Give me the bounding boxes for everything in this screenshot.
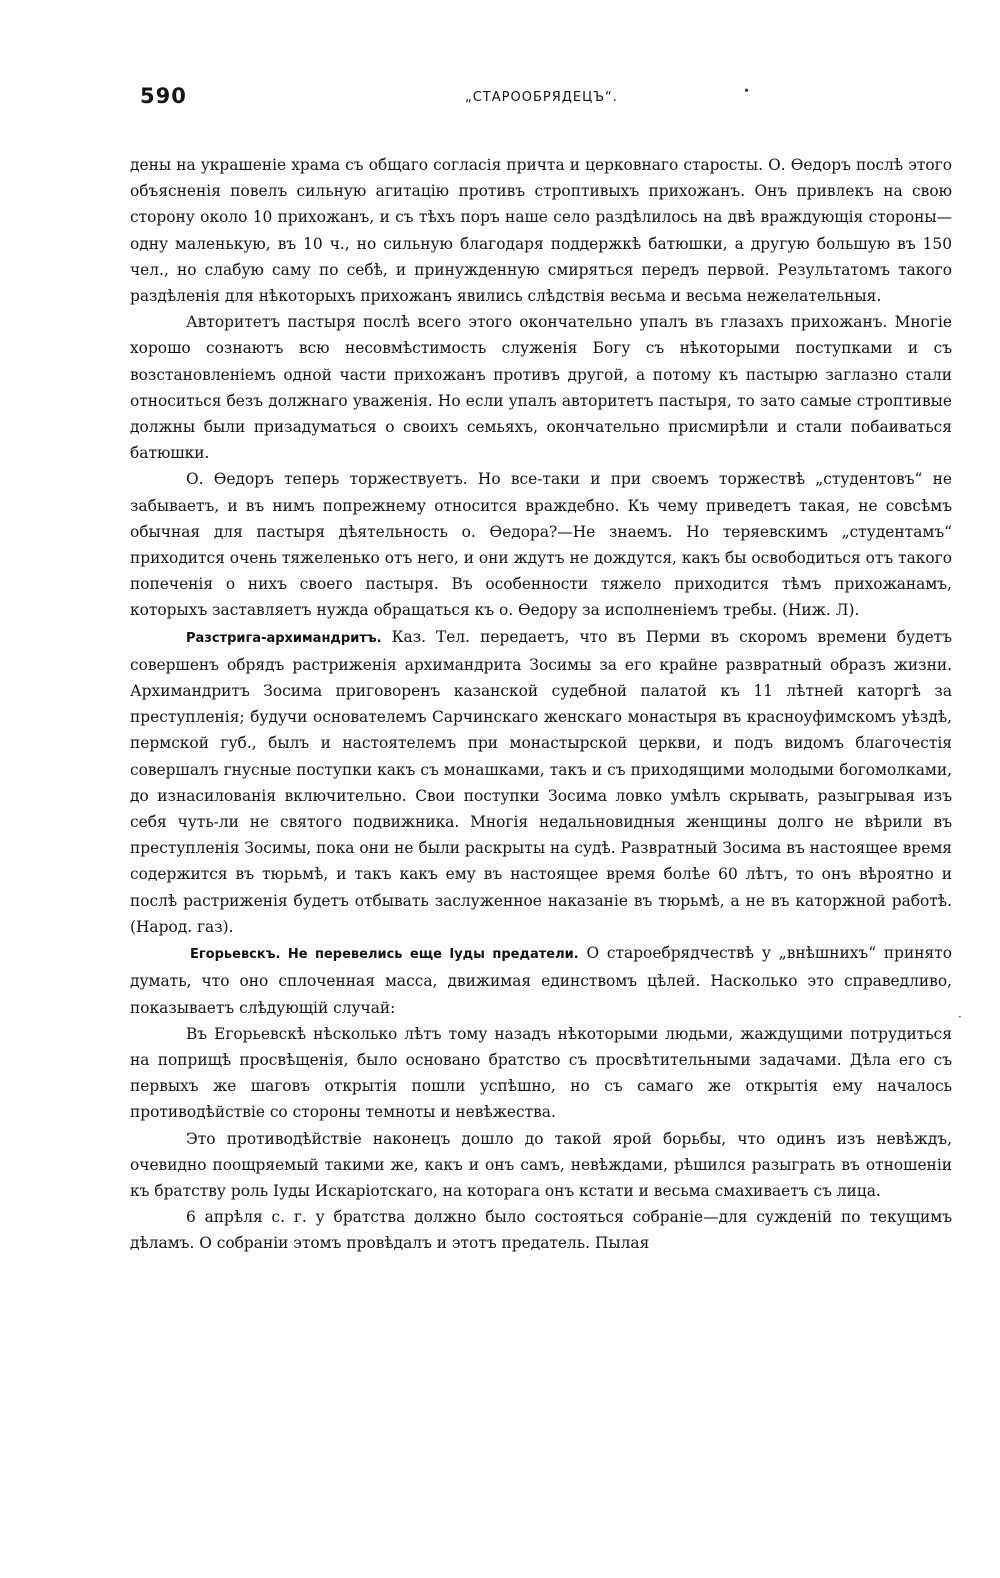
- margin-mark: •: [743, 84, 751, 98]
- paragraph-text: Въ Егорьевскѣ нѣсколько лѣтъ тому назадъ нѣкоторыми людьми, жаждущими потрудиться на поприщѣ просвѣщенія, было основано братство съ просвѣтительными задачами. Дѣла его съ первыхъ же шаговъ открытія пошли успѣшно, но съ самаго же открытія ему началось противодѣйствіе со стороны темноты и невѣжества.: [130, 1024, 952, 1122]
- paragraph-text: Каз. Тел. передаетъ, что въ Перми въ скоромъ времени будетъ совершенъ обрядъ растриженія архимандрита Зосимы за его крайне развратный образъ жизни. Архимандритъ Зосима приговоренъ казанской судебной палатой къ 11 лѣтней каторгѣ за преступленія; будучи основателемъ Сарчинскаго женскаго монастыря въ красноуфимскомъ уѣздѣ, пермской губ., былъ и настоятелемъ при монастырской церкви, и подъ видомъ благочестія совершалъ гнусные поступки какъ съ монашками, такъ и съ приходящими молодыми богомолками, до изнасилованія включительно. Свои поступки Зосима ловко умѣлъ скрывать, разыгрывая изъ себя чуть-ли не святого подвижника. Многія недальновидныя женщины долго не вѣрили въ преступленія Зосимы, пока они не были раскрыты на судѣ. Развратный Зосима въ настоящее время содержится въ тюрьмѣ, и такъ какъ ему въ настоящее время болѣе 60 лѣтъ, то онъ вѣроятно и послѣ растриженія будетъ отбывать заслуженное наказаніе въ тюрьмѣ, а не въ каторжной работѣ. (Народ. газ).: [130, 627, 952, 936]
- paragraph-triumph: [130, 466, 952, 623]
- paragraph-opposition: [130, 1126, 952, 1205]
- paragraph-text: Это противодѣйствіе наконецъ дошло до такой ярой борьбы, что одинъ изъ невѣждъ, очевидно поощряемый такими же, какъ и онъ самъ, невѣждами, рѣшился разыграть въ отношеніи къ братству роль Іуды Искаріотскаго, на которага онъ кстати и весьма смахиваетъ съ лица.: [130, 1129, 952, 1200]
- paragraph-meeting: [130, 1204, 952, 1256]
- page-number: 590: [140, 84, 187, 108]
- paragraph-text: О староебрядчествѣ у „внѣшнихъ“ принято думать, что оно сплоченная масса, движимая единствомъ цѣлей. Насколько это справедливо, показываетъ слѣдующій случай:: [130, 944, 953, 1017]
- paragraph-text: О. Өедоръ теперь торжествуетъ. Но все-таки и при своемъ торжествѣ „студентовъ“ не забываетъ, и въ нимъ попрежнему относится враждебно. Къ чему приведетъ такая, не совсѣмъ обычная для пастыря дѣятельность о. Өедора?—Не знаемъ. Но теряевскимъ „студентамъ“ приходится очень тяжеленько отъ него, и они ждутъ не дождутся, какъ бы освободиться отъ такого попеченія о нихъ своего пастыря. Въ особенности тяжело приходится тѣмъ прихожанамъ, которыхъ заставляетъ нужда обращаться къ о. Өедору за исполненіемъ требы. (Ниж. Л).: [130, 470, 952, 620]
- running-title: „СТАРООБРЯДЕЦЪ“.: [465, 90, 618, 105]
- margin-mark: ·: [958, 1010, 962, 1024]
- paragraph-brotherhood: [130, 1021, 952, 1126]
- paragraph-text: Авторитетъ пастыря послѣ всего этого окончательно упалъ въ глазахъ прихожанъ. Многіе хорошо сознаютъ всю несовмѣстимость служенія Богу съ нѣкоторыми поступками и съ возстановленіемъ одной части прихожанъ противъ другой, а потому къ пастырю заглазно стали относиться безъ должнаго уваженія. Но если упалъ авторитетъ пастыря, то зато самые строптивые должны были призадуматься о своихъ семьяхъ, окончательно присмирѣли и стали побаиваться батюшки.: [130, 313, 952, 463]
- paragraph-authority: [130, 309, 952, 466]
- paragraph-text: 6 апрѣля с. г. у братства должно было состояться собраніе—для сужденій по текущимъ дѣламъ. О собраніи этомъ провѣдалъ и этотъ предатель. Пылая: [130, 1208, 952, 1253]
- body-text: [130, 152, 952, 1257]
- page-header: [140, 84, 950, 114]
- paragraph-yegorievsk: [130, 940, 952, 1021]
- paragraph-defrocked: [130, 624, 952, 940]
- section-heading: Егорьевскъ. Не перевелись еще Іуды предатели.: [190, 947, 579, 963]
- paragraph-text: дены на украшеніе храма съ общаго согласія причта и церковнаго старосты. О. Өедоръ послѣ этого объясненія повелъ сильную агитацію противъ строптивыхъ прихожанъ. Онъ привлекъ на свою сторону около 10 прихожанъ, и съ тѣхъ поръ наше село раздѣлилось на двѣ враждующія стороны—одну маленькую, въ 10 ч., но сильную благодаря поддержкѣ батюшки, а другую большую въ 150 чел., но слабую саму по себѣ, и принужденную смиряться передъ первой. Результатомъ такого раздѣленія для нѣкоторыхъ прихожанъ явились слѣдствія весьма и весьма нежелательныя.: [130, 156, 952, 306]
- paragraph-continuation: [130, 152, 952, 309]
- section-heading: Разстрига-архимандритъ.: [186, 630, 382, 646]
